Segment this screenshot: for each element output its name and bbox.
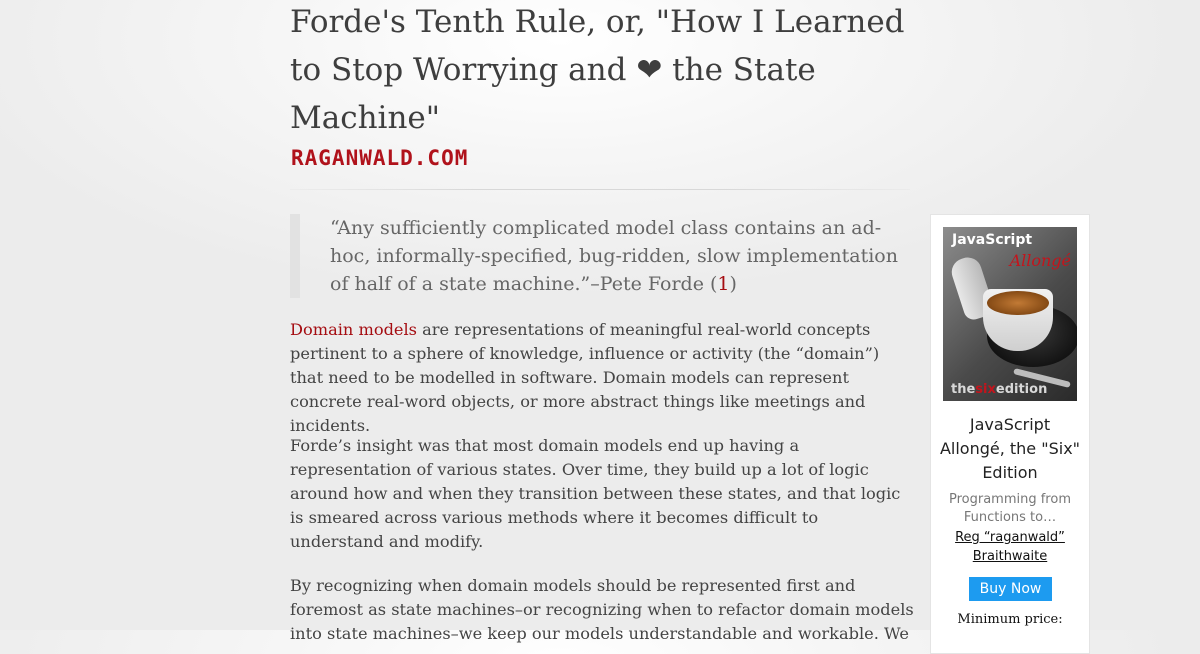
site-logo-link[interactable]: RAGANWALD.COM: [291, 146, 469, 170]
buy-now-button[interactable]: Buy Now: [969, 577, 1052, 601]
domain-models-link[interactable]: Domain models: [290, 320, 417, 339]
cover-edition: [951, 382, 1047, 397]
minimum-price-label: Minimum price:: [957, 612, 1063, 627]
author-link[interactable]: Reg “raganwald” Braithwaite: [955, 530, 1065, 564]
cover-edition-suffix: edition: [995, 382, 1048, 397]
footnote-link[interactable]: 1: [717, 273, 730, 295]
quote-body-text: “Any sufficiently complicated model class contains an ad-hoc, informally-specified, bug-ridden, slow implementation of half of a state machine.”–Pete Forde (: [330, 217, 898, 295]
book-promo-sidebar: [930, 214, 1090, 654]
paragraph-domain-models-text: are representations of meaningful real-world concepts pertinent to a sphere of knowledge, influence or activity (the “domain”) that need to be modelled in software. Domain models can represent concrete real-word objects, or more abstract things like meetings and incidents.: [290, 320, 880, 435]
title-divider: [290, 189, 910, 190]
cover-edition-prefix: the: [951, 382, 976, 397]
book-subtitle: Programming from Functions to…: [948, 492, 1071, 525]
page-title: Forde's Tenth Rule, or, "How I Learned to Stop Worrying and ❤ the State Machine": [290, 4, 905, 136]
quote-close: ): [729, 273, 737, 295]
paragraph-recognizing: By recognizing when domain models should be represented first and foremost as state machines–or recognizing when to refactor domain models into state machines–we keep our models understandable and workable. We: [290, 576, 914, 643]
book-cover-image[interactable]: [943, 227, 1077, 401]
cover-title-line1: JavaScript: [952, 232, 1033, 248]
cover-title-line2: Allongé: [1009, 251, 1071, 270]
paragraph-domain-models: [290, 318, 914, 438]
paragraph-fordes-insight: Forde’s insight was that most domain models end up having a representation of various states. Over time, they build up a lot of logic around how and when they transition between these states, and that logic is smeared across various methods where it becomes difficult to understand and modify.: [290, 436, 901, 551]
quote-text: [330, 214, 900, 298]
book-title-link[interactable]: JavaScript Allongé, the "Six" Edition: [939, 415, 1081, 482]
epigraph-quote: [290, 214, 900, 298]
cover-edition-six: six: [975, 382, 996, 397]
cover-coffee: [987, 291, 1049, 315]
